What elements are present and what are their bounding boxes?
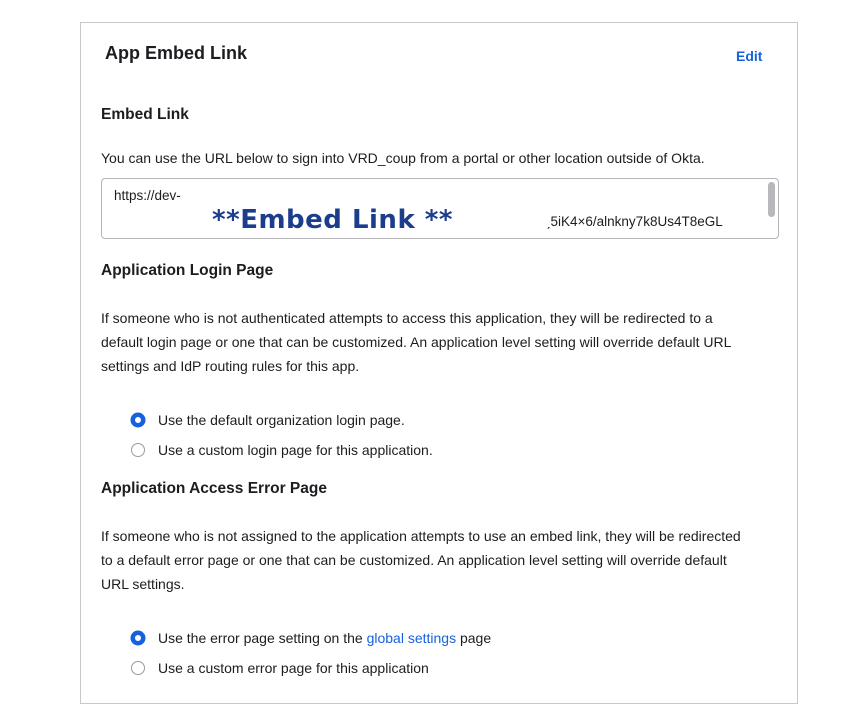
- radio-unselected-icon[interactable]: [131, 661, 145, 675]
- embed-url-line1: https://dev-: [114, 188, 181, 203]
- card-title: App Embed Link: [105, 43, 248, 63]
- login-page-description: [101, 306, 731, 378]
- error-page-description: [101, 524, 741, 596]
- global-settings-link[interactable]: global settings: [366, 630, 457, 646]
- login-description-line: default login page or one that can be customized. An application level setting will override default URL: [101, 334, 732, 350]
- login-description-line: settings and IdP routing rules for this app.: [101, 358, 360, 374]
- embed-link-description: You can use the URL below to sign into VRD_coup from a portal or other location outside of Okta.: [101, 150, 705, 166]
- error-option-global-suffix: page: [456, 630, 492, 646]
- login-option-custom-label: Use a custom login page for this application.: [158, 442, 433, 458]
- error-description-line: If someone who is not assigned to the application attempts to use an embed link, they will be redirected: [101, 528, 741, 544]
- login-description-line: If someone who is not authenticated attempts to access this application, they will be redirected to a: [101, 310, 713, 326]
- embed-url-line2: ˏ5iK4×6/alnkny7k8Us4T8eGL: [546, 214, 723, 229]
- error-option-custom-label: Use a custom error page for this application: [158, 660, 429, 676]
- error-option-global[interactable]: [131, 630, 491, 646]
- app-embed-link-card: [80, 22, 798, 704]
- error-option-global-label: [158, 630, 491, 646]
- error-option-custom[interactable]: [131, 660, 429, 676]
- radio-unselected-icon[interactable]: [131, 443, 145, 457]
- login-option-default-label: Use the default organization login page.: [158, 412, 405, 428]
- embed-link-redaction-overlay: **Embed Link **: [212, 205, 453, 235]
- login-page-heading: Application Login Page: [101, 262, 274, 279]
- embed-link-textarea[interactable]: [101, 178, 779, 239]
- error-description-line: URL settings.: [101, 576, 185, 592]
- edit-button[interactable]: Edit: [736, 48, 763, 64]
- radio-selected-icon[interactable]: [131, 631, 145, 645]
- error-page-heading: Application Access Error Page: [101, 480, 327, 497]
- embed-link-heading: Embed Link: [101, 106, 189, 123]
- radio-selected-icon[interactable]: [131, 413, 145, 427]
- login-option-custom[interactable]: [131, 442, 433, 458]
- error-option-global-prefix: Use the error page setting on the: [158, 630, 367, 646]
- textarea-scrollbar[interactable]: [768, 182, 775, 217]
- error-description-line: to a default error page or one that can be customized. An application level setting will override default: [101, 552, 727, 568]
- login-option-default[interactable]: [131, 412, 405, 428]
